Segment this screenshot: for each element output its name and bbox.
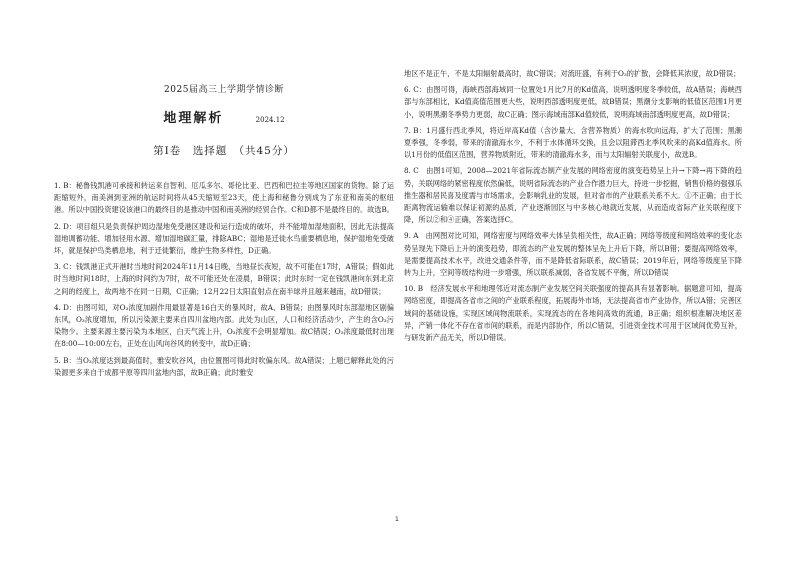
answer-item-5-cont: 地区不是正午，不是太阳辐射最高时，故C错误；对流旺盛，有利于O₃的扩散，会降低其浓度，故D错误；: [404, 69, 741, 78]
right-column: [404, 68, 742, 348]
page-number: 1: [395, 516, 399, 523]
exam-title: 2025届高三上学期学情诊断: [164, 85, 284, 95]
answer-item-10: 10. B 经济发展水平和地理邻近对流态制产业发展空间关联强度的提高具有显著影响。据题意可知，提高网络密度，即提高各省市之间的产业联系程度，拓展海外市场，无法提高省市产业协作，所以A错；完善区域间的基础设施，实现区域间物流联系，实现流态的在各地间高效的流通，B正确；组织根准解决地区差异，产销一体化不存在省市间的联系，而是内部协作，所以C错误，引进资金技术可用于区域间优势互补，与研发新产品无关，所以D错误。: [404, 284, 742, 343]
answer-item-4: 4. D：由图可知，对O₃浓度加剧作用最显著是16白天的暴风时，故A、B错误；由图暴风时东部湿地区剧偏东风，O₃浓度增加，所以污染源主要来自四川盆地内部。此处为山区，人口和经济活动少，产生的含O₃污染物少。主要来源主要污染为本地区，白天气流上升，O₃浓度不会明显增加。故C错误；O₃浓度最低时出现在8:00—10:00左右，正处在山风向谷风的转变中，故D正确；: [54, 302, 394, 349]
answer-item-9: 9. A 由网图对比可知，网络密度与网络效率大体呈负相关性，故A正确；网络等级度和网络效率的变化态势呈现先下降后上升的演变趋势，即流态的产业发展的整体呈先上升后下降，所以B错；要提高网络效率，是需要提高技术水平，改进交通条件等，而不是降低省际联系，故C错误；2019年后，网络等级度呈下降转为上升，空间等级结构进一步增强，所以联系减弱，各省发展不平衡，所以D错误: [404, 231, 742, 278]
answer-item-7: 7. B：1月盛行西北季风，将近岸高Kd值（含沙量大、含营养物质）的海水吹向远海，扩大了范围；黑潮夏季强，冬季弱，带来的清澈海水少，不利于水体循环交换，且会以阻滞西北季风吹来的高Kd值海水。所以1月份的低值区范围，营养物质附近，带来的清澈海水多，而与太阳辐射关联度小，故选B。: [404, 125, 742, 160]
answer-item-6: 6. C：由图可得，海峡西部海域同一位置处1月比7月的Kd值高，说明透明度冬季较低，故A错误；海峡西部与东部相比，Kd值高值范围更大些，说明西部透明度更低，故B错误；黑潮分支影响的低值区范围1月更小，说明黑潮冬季势力更弱，故C正确；图示海域南部Kd值较低，说明海域南部透明度更高，故D错误；: [404, 85, 742, 119]
answer-item-5: 5. B：当O₃浓度达到最高值时，雅安吹谷风，由位置图可得此时吹偏东风。故A错误；上题已解释此处的污染源更多来自于成都平原等四川盆地内部，故B正确；此时雅安: [54, 355, 394, 377]
section-title: 第Ⅰ卷 选择题 （共45分）: [153, 145, 295, 157]
doc-date: 2024.12: [255, 116, 285, 124]
doc-title-row: [54, 113, 394, 126]
answer-item-1: 1. B：秘鲁钱凯港可承接和转运来自智利、厄瓜多尔、哥伦比亚、巴西和巴拉圭等地区国家的货物。除了运距缩短外，南美洲到亚洲的航运时间将从45天缩短至23天，使上海和秘鲁分别成为了东亚和南美的枢纽港。所以中国投资建设该港口的最终目的是推动中国和南美洲的经贸合作。C和D都不是最终目的。故选B。: [54, 181, 394, 215]
left-answers: [54, 180, 394, 383]
answer-item-8: 8. C 由图1可知，2008—2021年省际流态制产业发展的网络密度的演变趋势呈上升→下降→再下降的趋势，关联网络的紧密程度依然偏低，说明省际流态的产业合作潜力巨大，持进一步挖掘，销售价格的强强乐推生器和居民喜及度需与市场需求，会影响乳业的发展，但对省市的产业联系关系不大。①不正确；由于长距离物流运输难以保证初源的品质，产业逐渐园区与中多核心地就近发展，从而造成省际产业关联程度下降，所以②和④正确，答案选择C。: [404, 166, 742, 225]
doc-title: 地理解析: [163, 111, 224, 126]
answer-item-2: 2. D：项目组只是负责保护周边湿地免受港区建设和运行造成的破坏，并不能增加湿地面积，因此无法提高湿地调蓄功能、增加径用水源、增加湿地碳汇量，排除ABC；湿地是迁徙水鸟重要栖息地，保护湿地免受破坏，就是保护鸟类栖息地，利于迁徙繁衍，维护生物多样性，D正确。: [54, 221, 394, 256]
answer-item-3: 3. C：钱凯港正式开港时当地时间2024年11月14日晚，当地昼长夜短，故不可能在17时，A错误；假如此时当地时间18时，上海的时间约为7时，故不可能还处在凌晨，B错误；此时东时一定在钱凯港向东到北京之间的经度上，故两地不在同一日期，C正确；12月22日太阳直射点在南半球并且越来越南，故D错误；: [54, 262, 394, 296]
